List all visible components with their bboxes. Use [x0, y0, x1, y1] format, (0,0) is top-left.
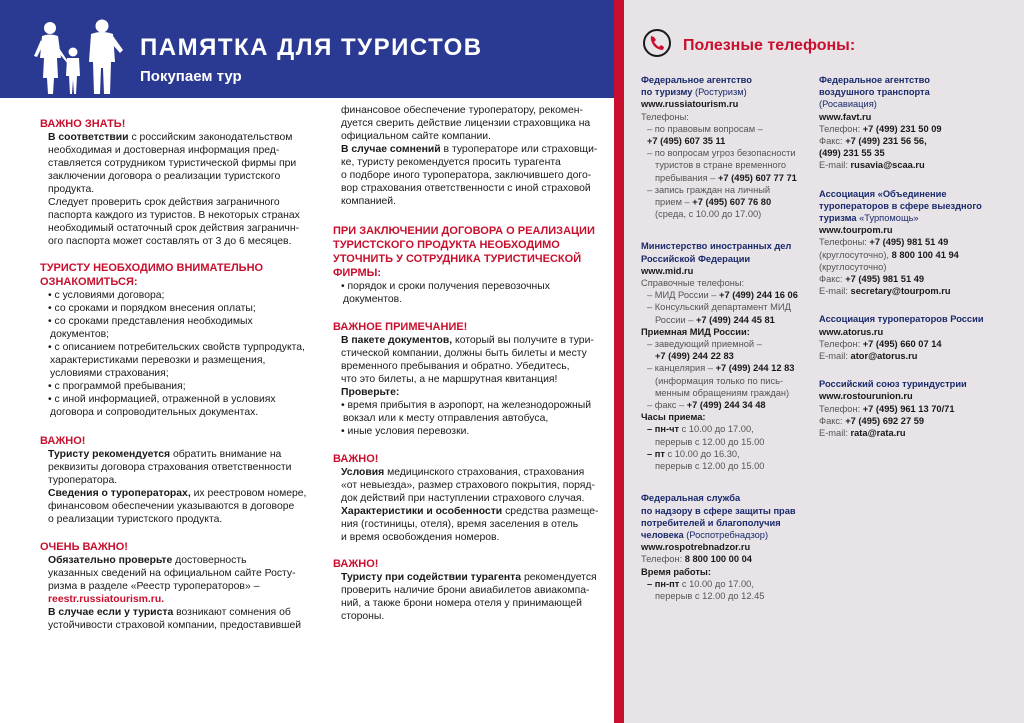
body-text: возникают сомнения об — [173, 607, 291, 618]
body-text: о подборе иного туроператора, заключившего дого- — [341, 170, 592, 181]
section-heading: ФИРМЫ: — [333, 267, 382, 279]
body-text: финансовом обеспечении указываются в договоре — [48, 501, 295, 512]
body-text: средства размеще- — [502, 506, 599, 517]
bold-text: Проверьте: — [341, 387, 400, 398]
org-name: Федеральное агентство — [819, 75, 930, 85]
phone-number: +7 (495) 607 77 71 — [715, 172, 797, 183]
body-text: реквизиты договора страхования ответственности — [48, 462, 292, 473]
org-name: Федеральное агентство — [641, 75, 752, 85]
website-link[interactable]: www.russiatourism.ru — [641, 99, 739, 110]
org-name: Федеральная служба — [641, 493, 741, 504]
right-column — [333, 104, 611, 623]
hours: с 10.00 до 16.30, — [664, 448, 740, 459]
section-heading: ОЗНАКОМИТЬСЯ: — [40, 276, 138, 288]
body-text: что это билеты, а не маршрутная квитанция! — [341, 374, 558, 385]
list-item: вокзал или к месту отправления автобуса, — [343, 413, 549, 424]
label-text: менным обращениям граждан) — [655, 387, 790, 398]
bold-text: Туристу при содействии турагента — [341, 572, 522, 583]
body-text: вор страхования ответственности с иной страховой — [341, 183, 591, 194]
body-text: паспорта каждого из туристов. В некоторых странах — [48, 210, 300, 221]
label-text: Факс: — [819, 136, 843, 147]
body-text: о реализации туристского продукта. — [48, 514, 223, 525]
label-text: – МИД России – — [647, 290, 717, 301]
subheading: Время работы: — [641, 566, 711, 577]
body-text: временного пребывания и обратно. Убедитесь, — [341, 361, 570, 372]
fax-number: +7 (495) 981 51 49 — [842, 274, 925, 285]
subheading: Приемная МИД России: — [641, 326, 750, 337]
body-text: обратить внимание на — [170, 449, 282, 460]
section-heading: ВАЖНОЕ ПРИМЕЧАНИЕ! — [333, 321, 468, 333]
list-item: • со сроками и порядком внесения оплаты; — [48, 303, 256, 314]
phone-number: +7 (499) 244 45 81 — [693, 314, 775, 325]
family-silhouette-icon — [28, 18, 128, 94]
label-text: Телефон: — [819, 123, 861, 134]
phone-number: +7 (499) 244 22 83 — [655, 351, 734, 362]
label-text: Телефоны: — [819, 237, 867, 248]
phones-title: Полезные телефоны: — [683, 37, 856, 54]
website-link[interactable]: www.rospotrebnadzor.ru — [641, 542, 751, 553]
fax-number: +7 (495) 692 27 59 — [842, 415, 925, 426]
phone-number: +7 (499) 244 34 48 — [684, 400, 766, 411]
body-text: ризма в разделе «Реестр туроператоров» – — [48, 581, 260, 592]
body-text: док действий при наступлении страхового случая. — [341, 493, 585, 504]
bold-text: Сведения о туроператорах, — [48, 488, 191, 499]
label-text: пребывания – — [655, 172, 716, 183]
label-text: (круглосуточно) — [819, 261, 887, 272]
phone-number: +7 (495) 981 51 49 — [866, 237, 949, 248]
phone-number: +7 (495) 607 76 80 — [689, 197, 772, 208]
body-text: дуется сверить действие лицензии страховщика на — [341, 118, 591, 129]
label-text: России – — [655, 314, 694, 325]
section-heading: ВАЖНО! — [333, 558, 379, 570]
org-name: по туризму — [641, 87, 693, 98]
label-text: (информация только по пись- — [655, 375, 784, 386]
body-text: и время освобождения номеров. — [341, 532, 500, 543]
label-text: – Консульский департамент МИД — [647, 302, 791, 313]
list-item: • со сроками представления необходимых — [48, 316, 253, 327]
bold-text: В случае сомнений — [341, 144, 441, 155]
phone-number: +7 (499) 244 12 83 — [713, 363, 795, 374]
body-text: ния (гостиницы, отеля), время заселения в отель — [341, 519, 579, 530]
label-text: E-mail: — [819, 286, 848, 297]
list-item: условиями страхования; — [50, 368, 169, 379]
label-text: – канцелярия – — [647, 363, 714, 374]
body-text: с российским законодательством — [128, 132, 293, 143]
list-item: • с программой пребывания; — [48, 381, 186, 392]
label-text: E-mail: — [819, 351, 848, 362]
org-abbr: (Росавиация) — [819, 99, 877, 110]
fax-number: +7 (499) 231 56 56, — [842, 136, 927, 147]
body-text: ке, туристу рекомендуется просить турагента — [341, 157, 561, 168]
left-column — [40, 117, 312, 632]
body-text: рекомендуется — [521, 572, 597, 583]
body-text: стической компании, должны быть билеты и месту — [341, 348, 587, 359]
reestr-link[interactable]: reestr.russiatourism.ru. — [48, 594, 165, 605]
org-name: Министерство иностранных дел — [641, 241, 792, 252]
body-text: официальном сайте компании. — [341, 131, 491, 142]
body-text: их реестровом номере, — [190, 488, 307, 499]
phones-column-right — [819, 74, 1019, 439]
fax-number: (499) 231 55 35 — [819, 148, 885, 159]
list-item: • с иной информацией, отраженной в условиях — [48, 394, 276, 405]
bold-text: В случае если у туриста — [48, 607, 174, 618]
label-text: Телефон: — [819, 403, 861, 414]
list-item: • с условиями договора; — [48, 290, 165, 301]
phone-number: +7 (499) 231 50 09 — [860, 123, 942, 134]
phone-number: +7 (495) 607 35 11 — [647, 136, 726, 147]
org-name: потребителей и благополучия — [641, 517, 781, 528]
website-link[interactable]: www.atorus.ru — [819, 326, 884, 337]
list-item: • порядок и сроки получения перевозочных — [341, 281, 550, 292]
org-abbr: (Роспотребнадзор) — [683, 529, 769, 540]
label-text: (круглосуточно), — [819, 249, 890, 260]
bold-text: Характеристики и особенности — [341, 506, 503, 517]
list-item: документов. — [343, 294, 403, 305]
bold-text: Условия — [341, 467, 385, 478]
bold-text: В соответствии — [48, 132, 129, 143]
page-title: ПАМЯТКА ДЛЯ ТУРИСТОВ — [140, 34, 483, 61]
header-banner — [0, 0, 614, 98]
list-item: • с описанием потребительских свойств турпродукта, — [48, 342, 305, 353]
body-text: медицинского страхования, страхования — [384, 467, 585, 478]
website-link[interactable]: www.tourpom.ru — [819, 225, 893, 236]
section-heading: ОЧЕНЬ ВАЖНО! — [40, 541, 128, 553]
hours: перерыв с 12.00 до 12.45 — [655, 590, 765, 601]
org-name: Ассоциация туроператоров России — [819, 314, 984, 325]
label-text: – запись граждан на личный — [647, 184, 771, 195]
hours: перерыв с 12.00 до 15.00 — [655, 436, 765, 447]
day-range: – пн-пт — [647, 578, 680, 589]
body-text: Следует проверить срок действия заграничного — [48, 197, 280, 208]
org-name: туроператоров в сфере выездного — [819, 200, 982, 211]
label-text: Телефон: — [819, 338, 861, 349]
org-name: Российской Федерации — [641, 253, 751, 264]
list-item: • время прибытия в аэропорт, на железнодорожный — [341, 400, 592, 411]
label-text: (среда, с 10.00 до 17.00) — [655, 209, 762, 220]
label-text: – по правовым вопросам – — [647, 123, 763, 134]
email-link[interactable]: rusavia@scaa.ru — [847, 160, 925, 171]
hours: с 10.00 до 17.00, — [679, 424, 754, 435]
section-heading: ТУРИСТУ НЕОБХОДИМО ВНИМАТЕЛЬНО — [40, 262, 264, 274]
body-text: указанных сведений на официальном сайте Росту- — [48, 568, 296, 579]
label-text: Справочные телефоны: — [641, 278, 745, 289]
label-text: Телефоны: — [641, 111, 689, 122]
website-link[interactable]: www.favt.ru — [819, 111, 872, 122]
email-link[interactable]: rata@rata.ru — [847, 428, 906, 439]
body-text: заключении договора о реализации туристского — [48, 171, 281, 182]
body-text: продукта. — [48, 184, 95, 195]
body-text: необходимый остаточный срок действия заграничн- — [48, 223, 300, 234]
label-text: E-mail: — [819, 160, 848, 171]
body-text: туроператора. — [48, 475, 118, 486]
label-text: Телефон: — [641, 554, 683, 565]
body-text: компанией. — [341, 196, 397, 207]
body-text: необходимая и достоверная информация пред- — [48, 145, 280, 156]
body-text: ний, а также брони номера отеля у принимающей — [341, 598, 582, 609]
email-link[interactable]: secretary@tourpom.ru — [847, 286, 951, 297]
list-item: документов; — [50, 329, 110, 340]
section-heading: ТУРИСТСКОГО ПРОДУКТА НЕОБХОДИМО — [333, 239, 560, 251]
bold-text: В пакете документов, — [341, 335, 453, 346]
label-text: туристов в стране временного — [655, 160, 787, 171]
label-text: – факс – — [647, 400, 685, 411]
body-text: ого паспорта может составлять от 3 до 6 месяцев. — [48, 236, 292, 247]
body-text: достоверность — [172, 555, 247, 566]
phone-number: +7 (495) 660 07 14 — [860, 338, 942, 349]
label-text: E-mail: — [819, 428, 848, 439]
body-text: «от невыезда», размер страхового покрытия, поряд- — [341, 480, 595, 491]
body-text: который вы получите в тури- — [452, 335, 594, 346]
org-name: Российский союз туриндустрии — [819, 379, 967, 390]
hours: перерыв с 12.00 до 15.00 — [655, 461, 765, 472]
website-link[interactable]: www.rostourunion.ru — [819, 391, 913, 402]
subheading: Часы приема: — [641, 412, 706, 423]
org-name: человека — [641, 529, 684, 540]
bold-text: Туристу рекомендуется — [48, 449, 171, 460]
body-text: ставляется сотрудником туристической фирмы при — [48, 158, 297, 169]
org-abbr: «Турпомощь» — [856, 213, 919, 224]
body-text: стороны. — [341, 611, 385, 622]
email-link[interactable]: ator@atorus.ru — [847, 351, 918, 362]
org-name: по надзору в сфере защиты прав — [641, 505, 796, 516]
website-link[interactable]: www.mid.ru — [641, 265, 694, 276]
org-abbr: (Ростуризм) — [692, 87, 747, 98]
section-heading: ВАЖНО ЗНАТЬ! — [40, 118, 126, 130]
body-text: финансовое обеспечение туроператору, рекомен- — [341, 105, 583, 116]
org-name: воздушного транспорта — [819, 87, 930, 98]
body-text: в туроператоре или страховщи- — [440, 144, 598, 155]
section-heading: ПРИ ЗАКЛЮЧЕНИИ ДОГОВОРА О РЕАЛИЗАЦИИ — [333, 225, 595, 237]
hours: с 10.00 до 17.00, — [679, 578, 754, 589]
list-item: характеристиками перевозки и размещения, — [50, 355, 266, 366]
label-text: – заведующий приемной – — [647, 339, 762, 350]
day-range: – пн-чт — [647, 424, 680, 435]
body-text: устойчивости страховой компании, предоставившей — [48, 620, 302, 631]
phone-number: 8 800 100 41 94 — [889, 249, 959, 260]
phone-number: +7 (499) 244 16 06 — [716, 290, 798, 301]
phones-column-left — [641, 74, 813, 602]
day-range: – пт — [647, 448, 665, 459]
page-subtitle: Покупаем тур — [140, 68, 242, 85]
section-heading: ВАЖНО! — [333, 453, 379, 465]
bold-text: Обязательно проверьте — [48, 555, 173, 566]
label-text: прием – — [655, 197, 690, 208]
list-item: • иные условия перевозки. — [341, 426, 470, 437]
phone-icon — [642, 28, 672, 58]
label-text: Факс: — [819, 415, 843, 426]
phone-number: 8 800 100 00 04 — [682, 554, 752, 565]
label-text: – по вопросам угроз безопасности — [647, 148, 796, 159]
body-text: проверить наличие брони авиабилетов авиакомпа- — [341, 585, 590, 596]
org-name: туризма — [819, 213, 857, 224]
section-heading: УТОЧНИТЬ У СОТРУДНИКА ТУРИСТИЧЕСКОЙ — [333, 253, 582, 265]
red-divider — [614, 0, 624, 723]
phone-number: +7 (495) 961 13 70/71 — [860, 403, 955, 414]
section-heading: ВАЖНО! — [40, 435, 86, 447]
list-item: договора и сопроводительных документах. — [50, 407, 259, 418]
label-text: Факс: — [819, 274, 843, 285]
org-name: Ассоциация «Объединение — [819, 188, 947, 199]
